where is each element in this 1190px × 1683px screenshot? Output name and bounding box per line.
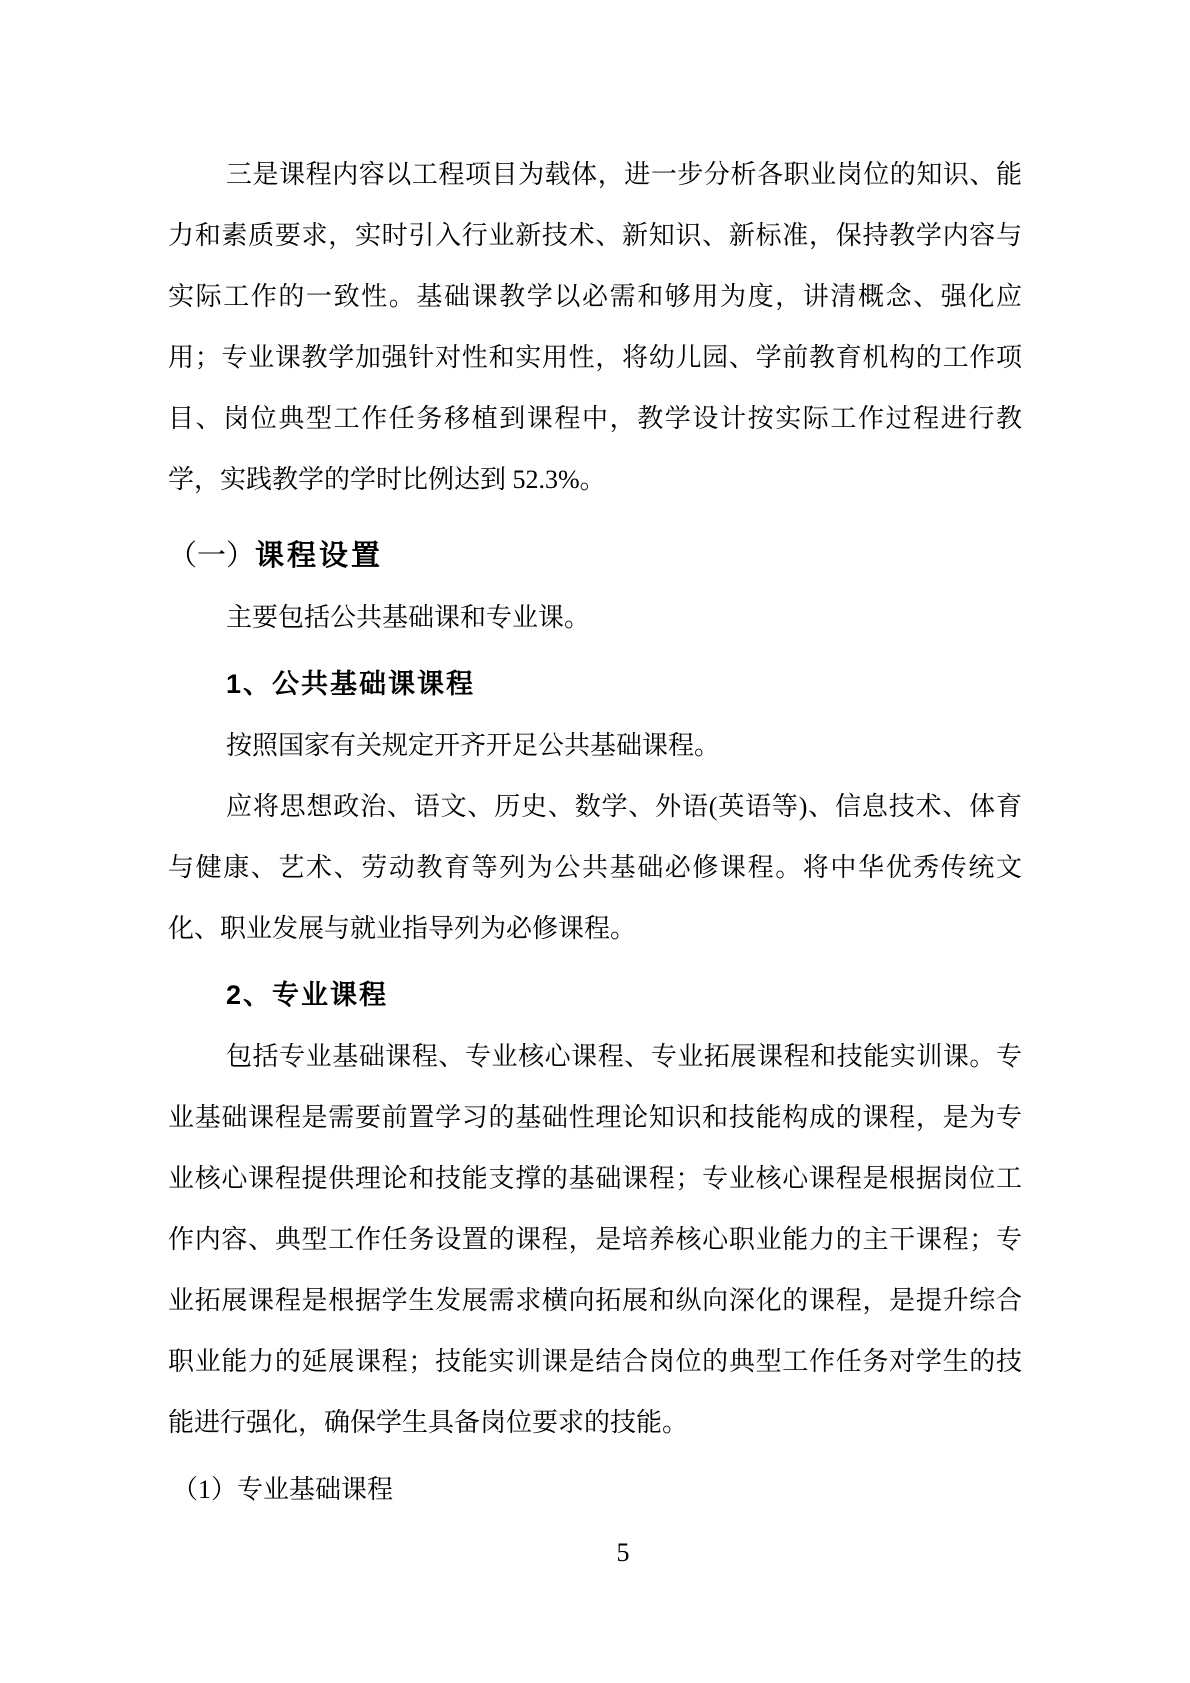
paragraph-public-basic-2: 应将思想政治、语文、历史、数学、外语(英语等)、信息技术、体育与健康、艺术、劳动教育等列为公共基础必修课程。将中华优秀传统文化、职业发展与就业指导列为必修课程。 bbox=[168, 792, 1022, 943]
heading-major-courses: 2、专业课程 bbox=[226, 980, 389, 1010]
paragraph-overview: 主要包括公共基础课和专业课。 bbox=[226, 603, 591, 632]
section-title: 课程设置 bbox=[255, 540, 384, 572]
section-heading-course-setup bbox=[168, 526, 1022, 587]
subheading-major-basic-courses: （1）专业基础课程 bbox=[172, 1475, 394, 1504]
heading-public-basic-courses: 1、公共基础课课程 bbox=[226, 669, 476, 699]
paragraph-course-content-intro: 三是课程内容以工程项目为载体，进一步分析各职业岗位的知识、能力和素质要求，实时引入行业新技术、新知识、新标准，保持教学内容与实际工作的一致性。基础课教学以必需和够用为度，讲清概念、强化应用；专业课教学加强针对性和实用性，将幼儿园、学前教育机构的工作项目、岗位典型工作任务移植到课程中，教学设计按实际工作过程进行教学，实践教学的学时比例达到 52.3%。 bbox=[168, 160, 1022, 494]
paragraph-major-courses: 包括专业基础课程、专业核心课程、专业拓展课程和技能实训课。专业基础课程是需要前置学习的基础性理论知识和技能构成的课程，是为专业核心课程提供理论和技能支撑的基础课程；专业核心课程是根据岗位工作内容、典型工作任务设置的课程，是培养核心职业能力的主干课程；专业拓展课程是根据学生发展需求横向拓展和纵向深化的课程，是提升综合职业能力的延展课程；技能实训课是结合岗位的典型工作任务对学生的技能进行强化，确保学生具备岗位要求的技能。 bbox=[168, 1042, 1022, 1437]
page-number: 5 bbox=[616, 1538, 630, 1567]
section-number: （一） bbox=[168, 540, 256, 572]
text-block bbox=[168, 144, 1022, 1520]
paragraph-public-basic-1: 按照国家有关规定开齐开足公共基础课程。 bbox=[226, 731, 721, 760]
